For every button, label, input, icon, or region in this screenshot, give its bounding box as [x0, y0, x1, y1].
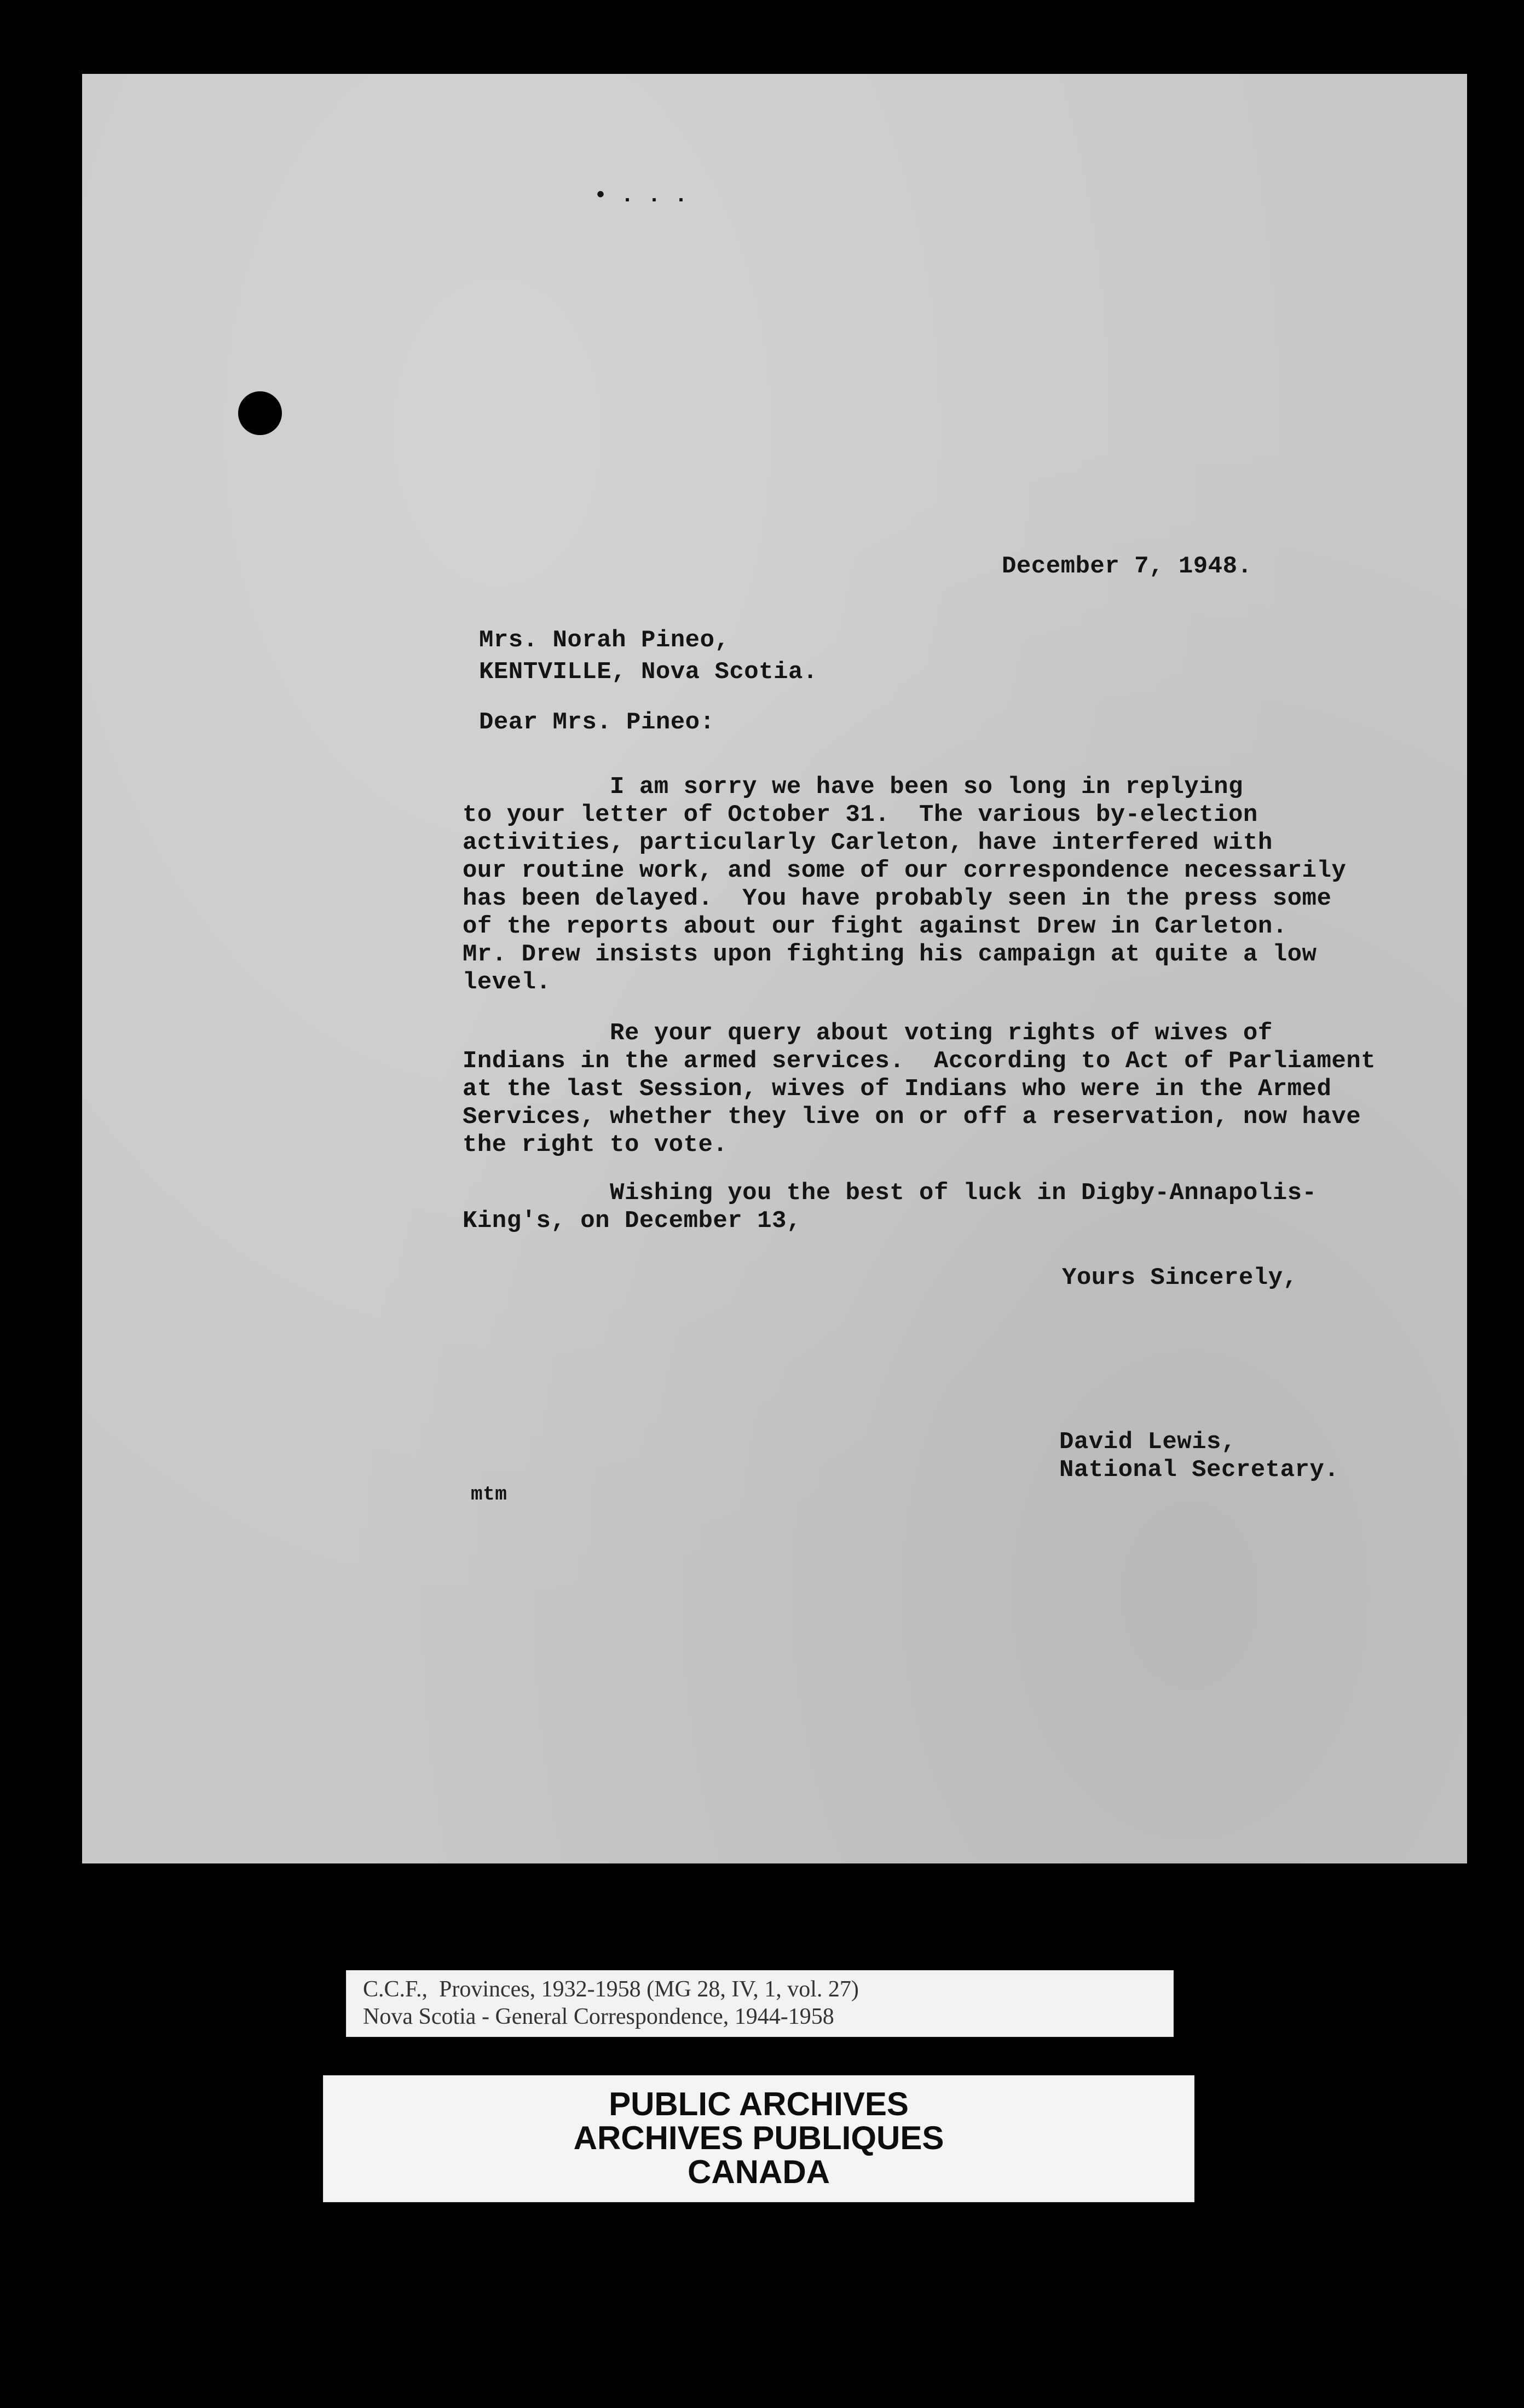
- recipient-location: KENTVILLE, Nova Scotia.: [479, 658, 818, 686]
- salutation: Dear Mrs. Pineo:: [479, 709, 715, 736]
- archive-stamp-line-2: ARCHIVES PUBLIQUES: [573, 2120, 944, 2156]
- signature-title: National Secretary.: [1059, 1456, 1340, 1484]
- paragraph-2: Re your query about voting rights of wives of Indians in the armed services. According to Act of Parliament at the last Session, wives of Indians who were in the Armed Services, whether they live on or off a reservation, now have the right to vote.: [463, 1020, 1376, 1159]
- paragraph-3: Wishing you the best of luck in Digby-Annapolis- King's, on December 13,: [463, 1179, 1317, 1235]
- header-marks: • . . .: [594, 184, 688, 209]
- archive-reference-line-1: C.C.F., Provinces, 1932-1958 (MG 28, IV, 1, vol. 27): [363, 1977, 859, 2002]
- recipient-name: Mrs. Norah Pineo,: [479, 627, 730, 654]
- punch-hole: [238, 391, 282, 435]
- archive-reference-line-2: Nova Scotia - General Correspondence, 1944-1958: [363, 2004, 834, 2029]
- archive-reference-label: [346, 1970, 1174, 2037]
- archive-stamp-line-3: CANADA: [688, 2154, 830, 2190]
- letter-page: [82, 74, 1467, 1863]
- archive-stamp: [323, 2075, 1194, 2202]
- typist-initials: mtm: [471, 1483, 507, 1506]
- paragraph-1: I am sorry we have been so long in replying to your letter of October 31. The various by-election activities, particularly Carleton, have interfered with our routine work, and some of our correspondence necessarily has been delayed. You have probably seen in the press some of the reports about our fight against Drew in Carleton. Mr. Drew insists upon fighting his campaign at quite a low level.: [463, 773, 1347, 996]
- letter-date: December 7, 1948.: [1002, 553, 1252, 580]
- closing: Yours Sincerely,: [1062, 1264, 1298, 1292]
- signature-name: David Lewis,: [1059, 1428, 1236, 1456]
- archive-stamp-line-1: PUBLIC ARCHIVES: [609, 2086, 909, 2122]
